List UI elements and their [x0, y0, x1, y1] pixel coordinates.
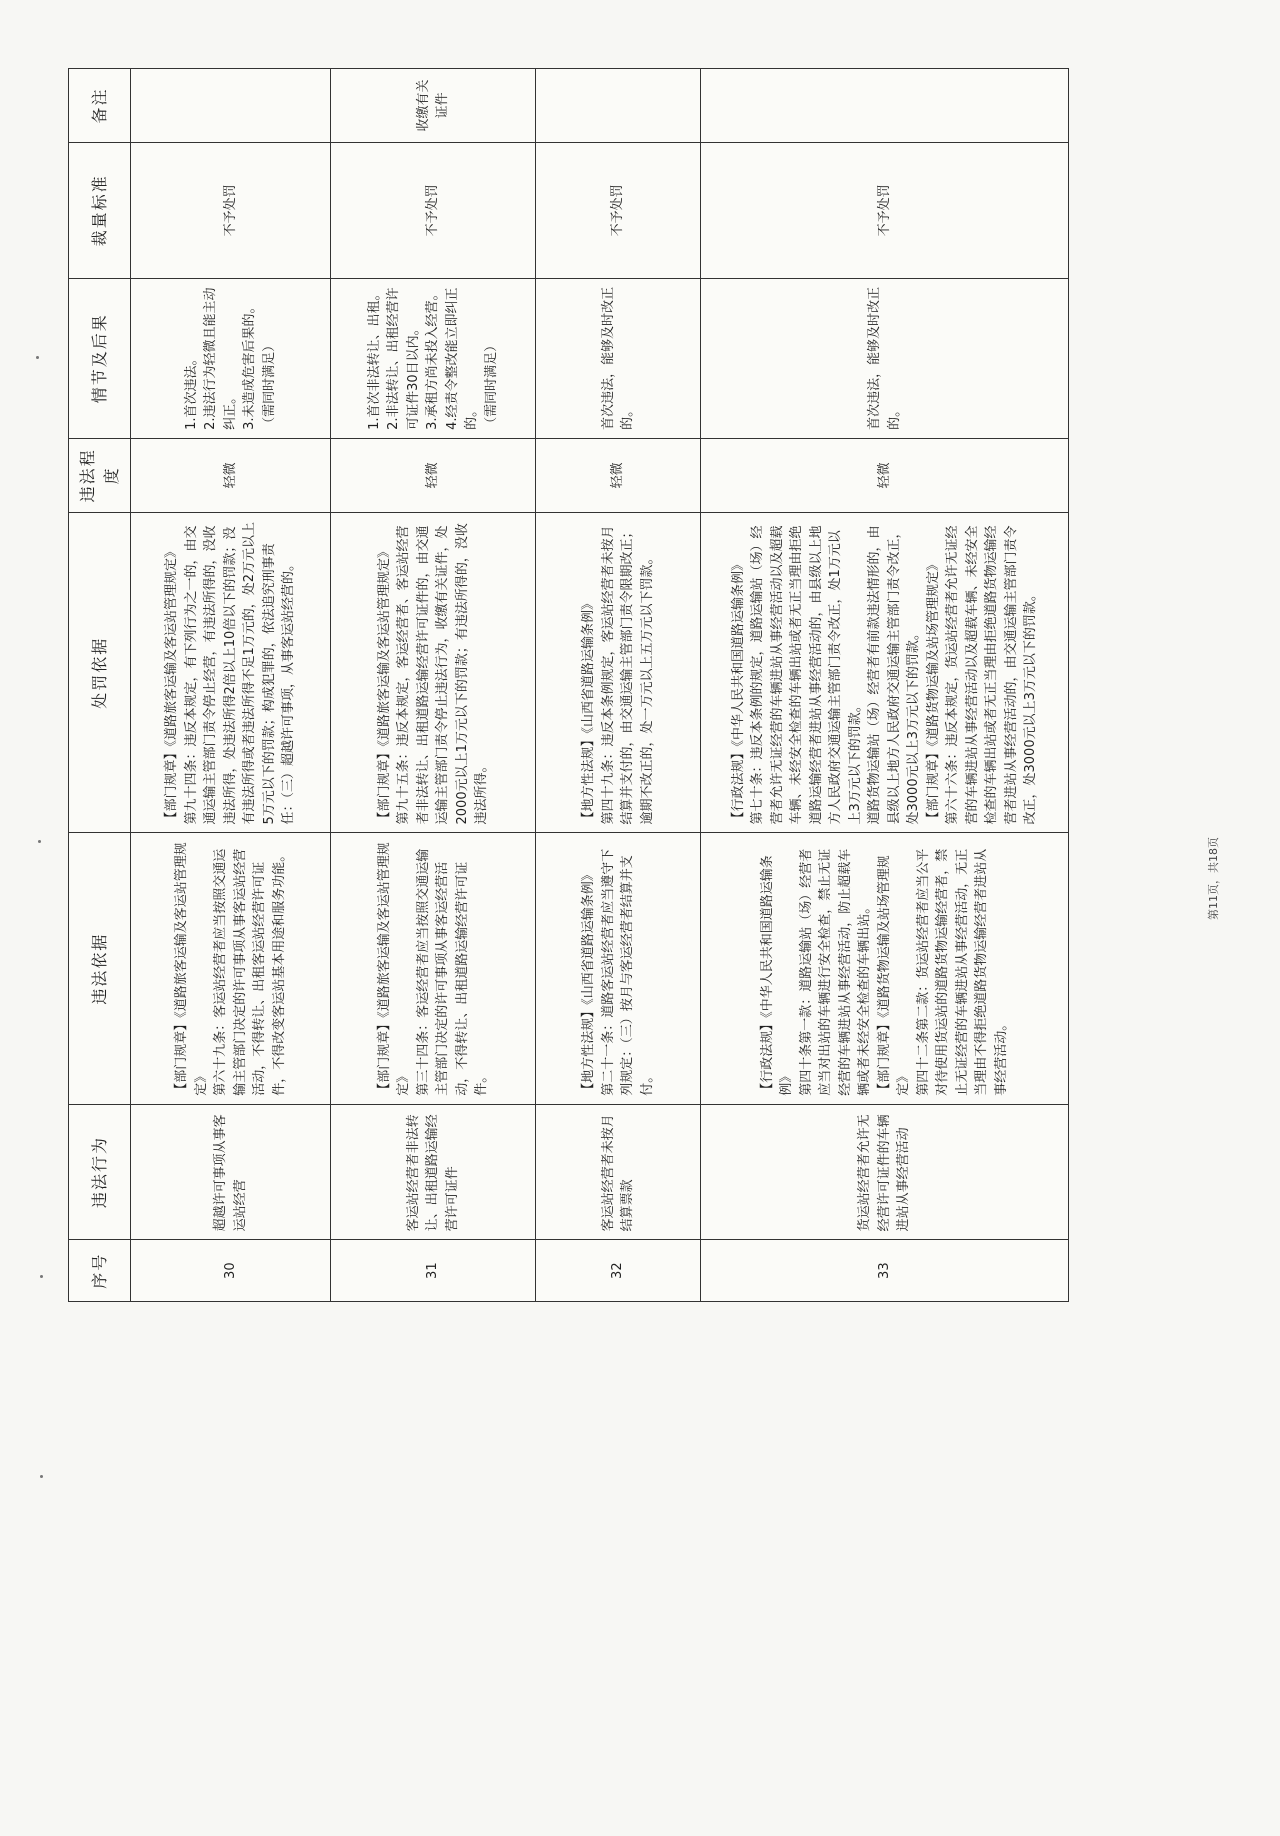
cell-act: 货运站经营者允许无经营许可证件的车辆进站从事经营活动	[701, 1104, 1069, 1240]
circumstance-line: 1.首次违法。	[183, 352, 199, 430]
cell-penalty	[131, 512, 331, 833]
basis-line: 【部门规章】《道路货物运输及站场管理规定》	[876, 855, 912, 1096]
penalty-line: 第六十六条：违反本规定，货运站经营者允许无证经营的车辆进站从事经营活动以及超载车辆、未经安全检查的车辆出站或者无正当理由拒绝道路货物运输经营者进站从事经营活动的，由交通运输主管部门责令改正，处3000元以上3万元以下的罚款。	[945, 525, 1038, 825]
basis-line: 【部门规章】《道路旅客运输及客运站管理规定》	[376, 842, 411, 1096]
circumstance-line: （需同时满足）	[261, 338, 277, 430]
basis-line: 【行政法规】《中华人民共和国道路运输条例》	[759, 855, 795, 1096]
penalty-line: 【部门规章】《道路旅客运输及客运站管理规定》	[164, 544, 180, 825]
basis-line: 第四十二条第二款：货运站经营者应当公平对待使用货运站的道路货物运输经营者，禁止无证经营的车辆进站从事经营活动，无正当理由不得拒绝道路货物运输经营者进站从事经营活动。	[915, 848, 1009, 1096]
cell-standard: 不予处罚	[536, 143, 701, 279]
circumstance-line: 3.承租方尚未投入经营。	[425, 287, 441, 430]
penalty-line: 第九十五条：违反本规定，客运经营者、客运站经营者非法转让、出租道路运输经营许可证件的，由交通运输主管部门责令停止违法行为，收缴有关证件，处2000元以上1万元以下的罚款；有违法所得的，没收违法所得。	[396, 523, 489, 825]
cell-basis	[536, 833, 701, 1104]
penalty-line: 【部门规章】《道路货物运输及站场管理规定》	[925, 557, 941, 825]
cell-penalty	[331, 512, 536, 833]
page-footer: 第11页，共18页	[1207, 837, 1220, 920]
circumstance-line: 4.经责令整改能立即纠正的。	[444, 287, 480, 430]
header-penalty: 处罚依据	[69, 512, 131, 833]
header-act: 违法行为	[69, 1104, 131, 1240]
cell-act: 客运站经营者未按月结算票款	[536, 1104, 701, 1240]
cell-act: 超越许可事项从事客运站经营	[131, 1104, 331, 1240]
basis-line: 【部门规章】《道路旅客运输及客运站管理规定》	[174, 842, 209, 1096]
scan-speck	[40, 1275, 43, 1278]
cell-seq: 33	[701, 1240, 1069, 1302]
table-row	[131, 69, 331, 1302]
cell-circumstances	[331, 278, 536, 438]
cell-circumstances	[131, 278, 331, 438]
cell-remark	[131, 69, 331, 143]
cell-basis	[331, 833, 536, 1104]
cell-remark: 收缴有关证件	[331, 69, 536, 143]
cell-basis	[131, 833, 331, 1104]
header-seq: 序号	[69, 1240, 131, 1302]
basis-line: 第二十一条：道路客运站经营者应当遵守下列规定：（三）按月与客运经营者结算并支付。	[600, 848, 655, 1096]
basis-line: 【地方性法规】《山西省道路运输条例》	[581, 868, 596, 1096]
penalty-line: 第四十九条：违反本条例规定，客运站经营者未按月结算并支付的，由交通运输主管部门责令限期改正；逾期不改正的，处一万元以上五万元以下罚款。	[600, 525, 655, 825]
penalty-line: 【地方性法规】《山西省道路运输条例》	[581, 596, 596, 825]
regulation-table	[68, 68, 1069, 1302]
scan-speck	[40, 1475, 43, 1478]
cell-seq: 32	[536, 1240, 701, 1302]
cell-circumstances	[701, 278, 1069, 438]
header-degree: 违法程度	[69, 438, 131, 512]
cell-remark	[536, 69, 701, 143]
cell-circumstances	[536, 278, 701, 438]
table-row	[331, 69, 536, 1302]
cell-penalty	[701, 512, 1069, 833]
cell-standard: 不予处罚	[331, 143, 536, 279]
header-standard: 裁量标准	[69, 143, 131, 279]
circumstance-line: 2.违法行为轻微且能主动纠正。	[203, 287, 238, 430]
table-row	[536, 69, 701, 1302]
cell-degree: 轻微	[536, 438, 701, 512]
table-header-row	[69, 69, 131, 1302]
penalty-line: 【部门规章】《道路旅客运输及客运站管理规定》	[376, 544, 392, 825]
circumstance-line: 1.首次非法转让、出租。	[366, 287, 382, 430]
cell-degree: 轻微	[331, 438, 536, 512]
penalty-line: 道路货物运输站（场）经营者有前款违法情形的，由县级以上地方人民政府交通运输主管部门责令改正，处3000元以上3万元以下的罚款。	[867, 525, 921, 825]
cell-standard: 不予处罚	[131, 143, 331, 279]
circumstance-line: 3.未造成危害后果的。	[242, 300, 258, 430]
cell-remark	[701, 69, 1069, 143]
table-row	[701, 69, 1069, 1302]
basis-line: 第四十条第一款：道路运输站（场）经营者应当对出站的车辆进行安全检查，禁止无证经营的车辆进站从事经营活动，防止超载车辆或者未经安全检查的车辆出站。	[798, 848, 873, 1096]
cell-seq: 30	[131, 1240, 331, 1302]
circumstance-line: （需同时满足）	[483, 338, 499, 430]
penalty-line: 【行政法规】《中华人民共和国道路运输条例》	[730, 557, 746, 825]
basis-line: 第六十九条：客运站经营者应当按照交通运输主管部门决定的许可事项从事客运站经营活动，不得转让、出租客运站经营许可证件，不得改变客运站基本用途和服务功能。	[213, 848, 287, 1096]
circumstance-line: 2.非法转让、出租经营许可证件30日以内。	[386, 287, 421, 430]
scan-speck	[36, 356, 39, 359]
cell-act: 客运站经营者非法转让、出租道路运输经营许可证件	[331, 1104, 536, 1240]
circumstance-line: 首次违法，能够及时改正的。	[867, 286, 902, 430]
scan-speck	[38, 840, 41, 843]
header-remark: 备注	[69, 69, 131, 143]
cell-basis	[701, 833, 1069, 1104]
cell-standard: 不予处罚	[701, 143, 1069, 279]
basis-line: 第三十四条：客运经营者应当按照交通运输主管部门决定的许可事项从事客运经营活动，不得转让、出租道路运输经营许可证件。	[415, 848, 489, 1096]
circumstance-line: 首次违法，能够及时改正的。	[600, 286, 635, 430]
cell-seq: 31	[331, 1240, 536, 1302]
header-circumstances: 情节及后果	[69, 278, 131, 438]
penalty-line: 第九十四条：违反本规定，有下列行为之一的，由交通运输主管部门责令停止经营，有违法所得的，没收违法所得，处违法所得2倍以上10倍以下的罚款；没有违法所得或者违法所得不足1万元的，处2万元以上5万元以下的罚款；构成犯罪的，依法追究刑事责任：（三）超越许可事项，从事客运站经营的。	[183, 521, 297, 825]
penalty-line: 第七十条：违反本条例的规定，道路运输站（场）经营者允许无证经营的车辆进站从事经营活动以及超载车辆、未经安全检查的车辆出站或者无正当理由拒绝道路运输经营者进站从事经营活动的，由县级以上地方人民政府交通运输主管部门责令改正，处1万元以上3万元以下的罚款。	[750, 525, 863, 825]
header-basis: 违法依据	[69, 833, 131, 1104]
cell-penalty	[536, 512, 701, 833]
cell-degree: 轻微	[701, 438, 1069, 512]
cell-degree: 轻微	[131, 438, 331, 512]
rotated-table-wrapper	[68, 68, 1068, 1302]
